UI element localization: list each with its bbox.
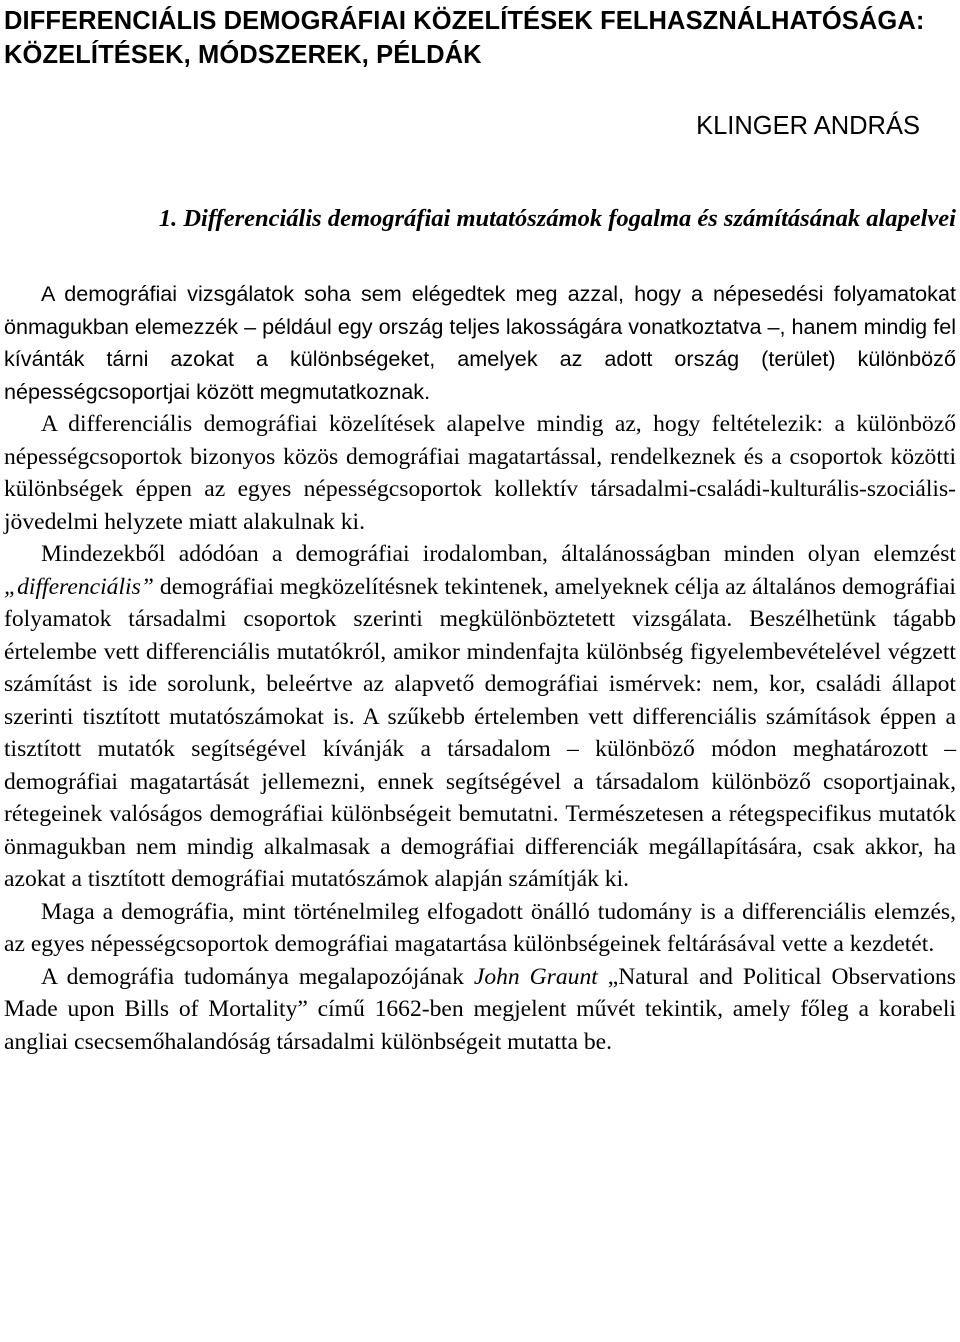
paragraph-5-part-1: A demográfia tudománya megalapozójának: [41, 963, 474, 990]
paragraph-1: A demográfiai vizsgálatok soha sem elégedtek meg azzal, hogy a népesedési folyamatokat önmagukban elemezzék – például egy ország teljes lakosságára vonatkoztatva –, hanem mindig fel kívánták tárni azokat a különbségeket, amelyek az adott ország (terület) különböző népességcsoportjai között megmutatkoznak.: [4, 281, 956, 404]
document-title: DIFFERENCIÁLIS DEMOGRÁFIAI KÖZELÍTÉSEK FELHASZNÁLHATÓSÁGA: KÖZELÍTÉSEK, MÓDSZEREK, PÉLDÁK: [4, 7, 925, 69]
paragraph-5-part-2: „Natural and Political Observations Made upon Bills of Mortality” című 1662-ben megjelent művét tekintik, amely főleg a korabeli angliai csecsemőhalandóság társadalmi különbségeit mutatta be.: [4, 963, 956, 1055]
paragraph-3-emphasis: „differenciális”: [4, 573, 154, 600]
paragraph-5-person-name: John Graunt: [473, 963, 598, 990]
paragraph-3-part-1: Mindezekből adódóan a demográfiai irodalomban, általánosságban minden olyan elemzést: [41, 541, 956, 567]
paragraph-5: [4, 961, 956, 1059]
body-text: [4, 278, 956, 1058]
section-heading: 1. Differenciális demográfiai mutatószámok fogalma és számításának alapelvei: [158, 205, 956, 232]
author-name: KLINGER ANDRÁS: [696, 112, 920, 140]
paragraph-3-part-2: demográfiai megközelítésnek tekintenek, amelyeknek célja az általános demográfiai folyamatok társadalmi csoportok szerinti megkülönböztetett vizsgálata. Beszélhetünk tágabb értelembe vett differenciális mutatókról, amikor mindenfajta különbség figyelembevételével végzett számítást is ide sorolunk, beleértve az alapvető demográfiai ismérvek: nem, kor, családi állapot szerinti tisztított mutatószámokat is. A szűkebb értelemben vett differenciális számítások éppen a tisztított mutatók segítségével kívánják a társadalom – különböző módon meghatározott – demográfiai magatartását jellemezni, ennek segítségével a társadalom különböző csoportjainak, rétegeinek valóságos demográfiai különbségeit bemutatni. Természetesen a rétegspecifikus mutatók önmagukban nem mindig alkalmasak a demográfiai differenciák megállapítására, csak akkor, ha azokat a tisztított demográfiai mutatószámok alapján számítják ki.: [4, 573, 956, 892]
paragraph-4: Maga a demográfia, mint történelmileg elfogadott önálló tudomány is a differenciális elemzés, az egyes népességcsoportok demográfiai magatartása különbségeinek feltárásával vette a kezdetét.: [4, 898, 956, 957]
paragraph-3: [4, 538, 956, 896]
paragraph-2: A differenciális demográfiai közelítések alapelve mindig az, hogy feltételezik: a különböző népességcsoportok bizonyos közös demográfiai magatartással, rendelkeznek és a csoportok közötti különbségek éppen az egyes népességcsoportok kollektív társadalmi-családi-kulturális-szociális-jövedelmi helyzete miatt alakulnak ki.: [4, 411, 956, 535]
